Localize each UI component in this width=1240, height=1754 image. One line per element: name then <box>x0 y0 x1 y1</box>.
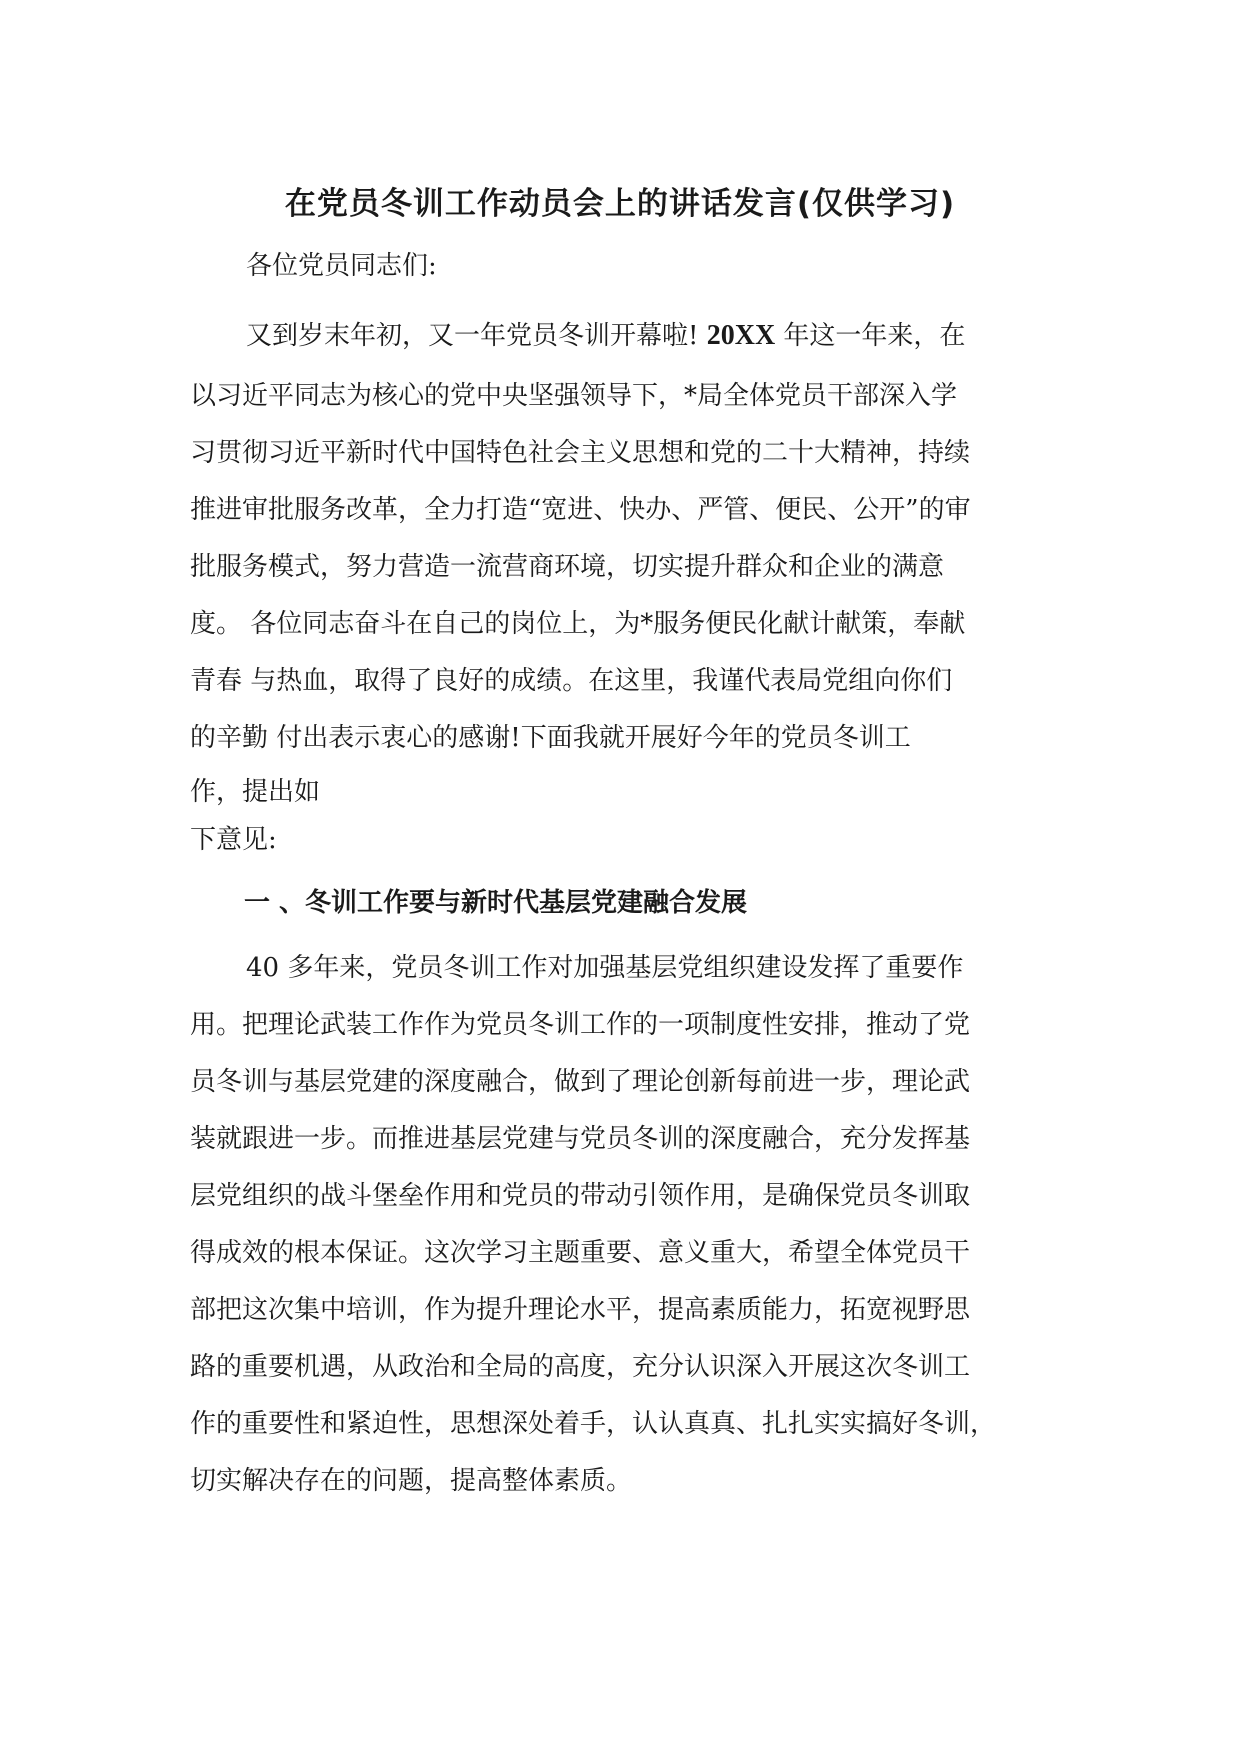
intro-line-2: 以习近平同志为核心的党中央坚强领导下，*局全体党员干部深入学 <box>190 381 958 411</box>
intro-line-1 <box>246 316 965 356</box>
intro-line-5: 批服务模式，努力营造一流营商环境，切实提升群众和企业的满意 <box>190 552 945 582</box>
intro-line-3: 习贯彻习近平新时代中国特色社会主义思想和党的二十大精神，持续 <box>190 438 971 468</box>
intro-line-9: 作，提出如 <box>190 777 321 807</box>
intro-line-1-b: 年这一年来，在 <box>775 321 966 351</box>
section1-line-8: 路的重要机遇，从政治和全局的高度，充分认识深入开展这次冬训工 <box>190 1352 971 1382</box>
intro-line-6: 度。 各位同志奋斗在自己的岗位上，为*服务便民化献计献策，奉献 <box>190 609 966 639</box>
section1-line-1: 40 多年来，党员冬训工作对加强基层党组织建设发挥了重要作 <box>246 953 964 983</box>
section1-line-7: 部把这次集中培训，作为提升理论水平，提高素质能力，拓宽视野思 <box>190 1295 971 1325</box>
intro-line-10: 下意见: <box>190 825 277 855</box>
section1-line-6: 得成效的根本保证。这次学习主题重要、意义重大，希望全体党员干 <box>190 1238 971 1268</box>
section1-line-9: 作的重要性和紧迫性，思想深处着手，认认真真、扎扎实实搞好冬训， <box>190 1409 997 1439</box>
section1-line-5: 层党组织的战斗堡垒作用和党员的带动引领作用，是确保党员冬训取 <box>190 1181 971 1211</box>
document-title: 在党员冬训工作动员会上的讲话发言(仅供学习) <box>284 186 956 222</box>
intro-line-7: 青春 与热血，取得了良好的成绩。在这里，我谨代表局党组向你们 <box>190 666 953 696</box>
section1-line-10: 切实解决存在的问题，提高整体素质。 <box>190 1466 633 1496</box>
intro-line-1-a: 又到岁末年初，又一年党员冬训开幕啦! <box>246 321 707 351</box>
section1-line-2: 用。把理论武装工作作为党员冬训工作的一项制度性安排，推动了党 <box>190 1010 971 1040</box>
section1-line-4: 装就跟进一步。而推进基层党建与党员冬训的深度融合，充分发挥基 <box>190 1124 971 1154</box>
intro-line-8: 的辛勤 付出表示衷心的感谢!下面我就开展好今年的党员冬训工 <box>190 723 911 753</box>
section1-line-3: 员冬训与基层党建的深度融合，做到了理论创新每前进一步，理论武 <box>190 1067 971 1097</box>
section-heading-1: 一 、冬训工作要与新时代基层党建融合发展 <box>244 888 748 918</box>
intro-line-4: 推进审批服务改革，全力打造“宽进、快办、严管、便民、公开”的审 <box>190 495 971 525</box>
greeting: 各位党员同志们: <box>246 251 437 281</box>
intro-year: 20XX <box>706 320 776 351</box>
